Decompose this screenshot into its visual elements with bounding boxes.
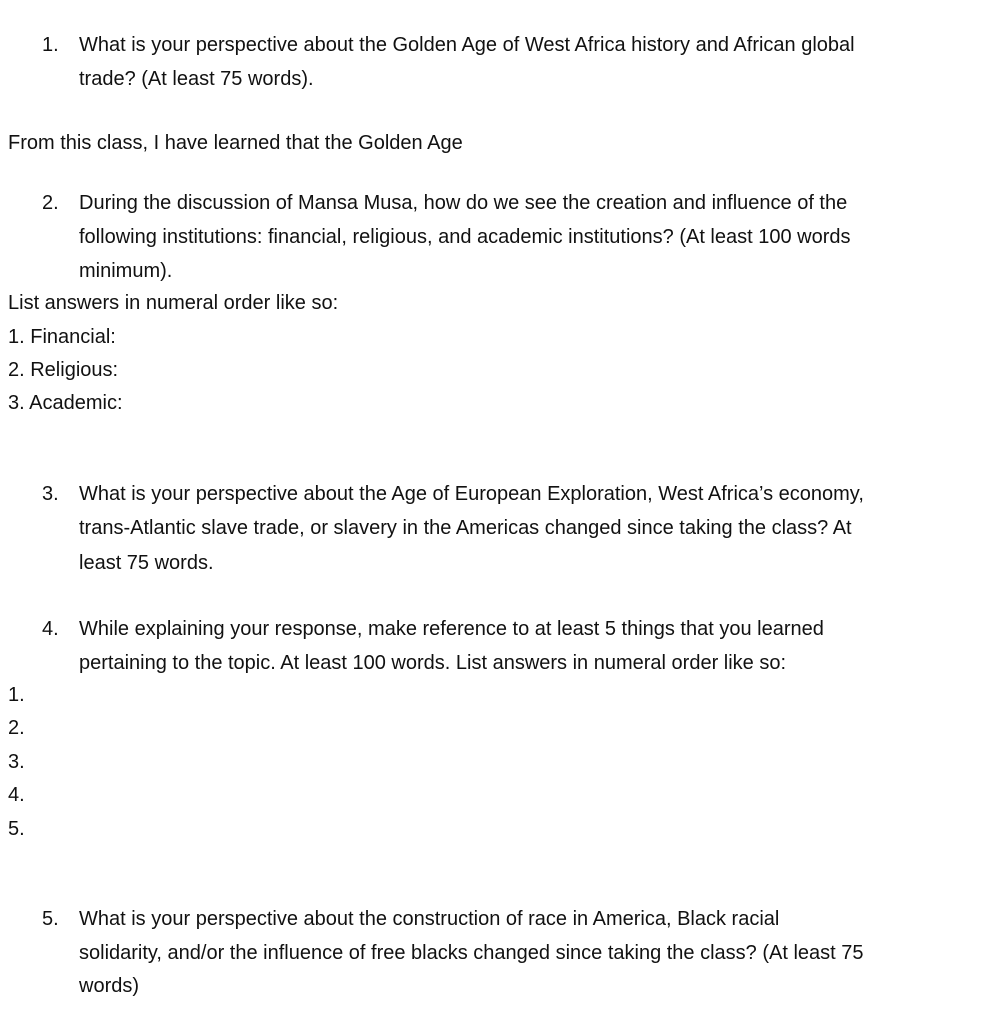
answer-1-text[interactable]: From this class, I have learned that the Golden Age xyxy=(8,132,463,154)
question-5-line-2: solidarity, and/or the influence of free blacks changed since taking the class? (At least 75 xyxy=(79,942,864,964)
question-2-line-1: During the discussion of Mansa Musa, how do we see the creation and influence of the xyxy=(79,192,848,214)
question-5-line-3: words) xyxy=(79,975,140,997)
q2-list-item-academic[interactable]: 3. Academic: xyxy=(8,392,123,414)
question-2-number: 2. xyxy=(42,192,59,214)
question-1-number: 1. xyxy=(42,34,59,56)
question-5-number: 5. xyxy=(42,908,59,930)
question-2-line-3: minimum). xyxy=(79,260,173,282)
q4-list-item-3[interactable]: 3. xyxy=(8,751,25,773)
question-4-line-1: While explaining your response, make reference to at least 5 things that you learned xyxy=(79,618,824,640)
q2-list-item-financial[interactable]: 1. Financial: xyxy=(8,326,116,348)
q4-list-item-5[interactable]: 5. xyxy=(8,818,25,840)
question-4-number: 4. xyxy=(42,618,59,640)
question-3-line-1: What is your perspective about the Age of European Exploration, West Africa’s economy, xyxy=(79,483,864,505)
list-instructions: List answers in numeral order like so: xyxy=(8,292,339,314)
q4-list-item-4[interactable]: 4. xyxy=(8,784,25,806)
question-2-line-2: following institutions: financial, religious, and academic institutions? (At least 100 words xyxy=(79,226,851,248)
question-4-line-2: pertaining to the topic. At least 100 words. List answers in numeral order like so: xyxy=(79,652,787,674)
question-3-number: 3. xyxy=(42,483,59,505)
question-1-line-2: trade? (At least 75 words). xyxy=(79,68,314,90)
q2-list-item-religious[interactable]: 2. Religious: xyxy=(8,359,119,381)
question-3-line-2: trans-Atlantic slave trade, or slavery in the Americas changed since taking the class? At xyxy=(79,517,852,539)
q4-list-item-1[interactable]: 1. xyxy=(8,684,25,706)
question-3-line-3: least 75 words. xyxy=(79,552,214,574)
question-1-line-1: What is your perspective about the Golden Age of West Africa history and African global xyxy=(79,34,855,56)
question-5-line-1: What is your perspective about the construction of race in America, Black racial xyxy=(79,908,780,930)
q4-list-item-2[interactable]: 2. xyxy=(8,717,25,739)
